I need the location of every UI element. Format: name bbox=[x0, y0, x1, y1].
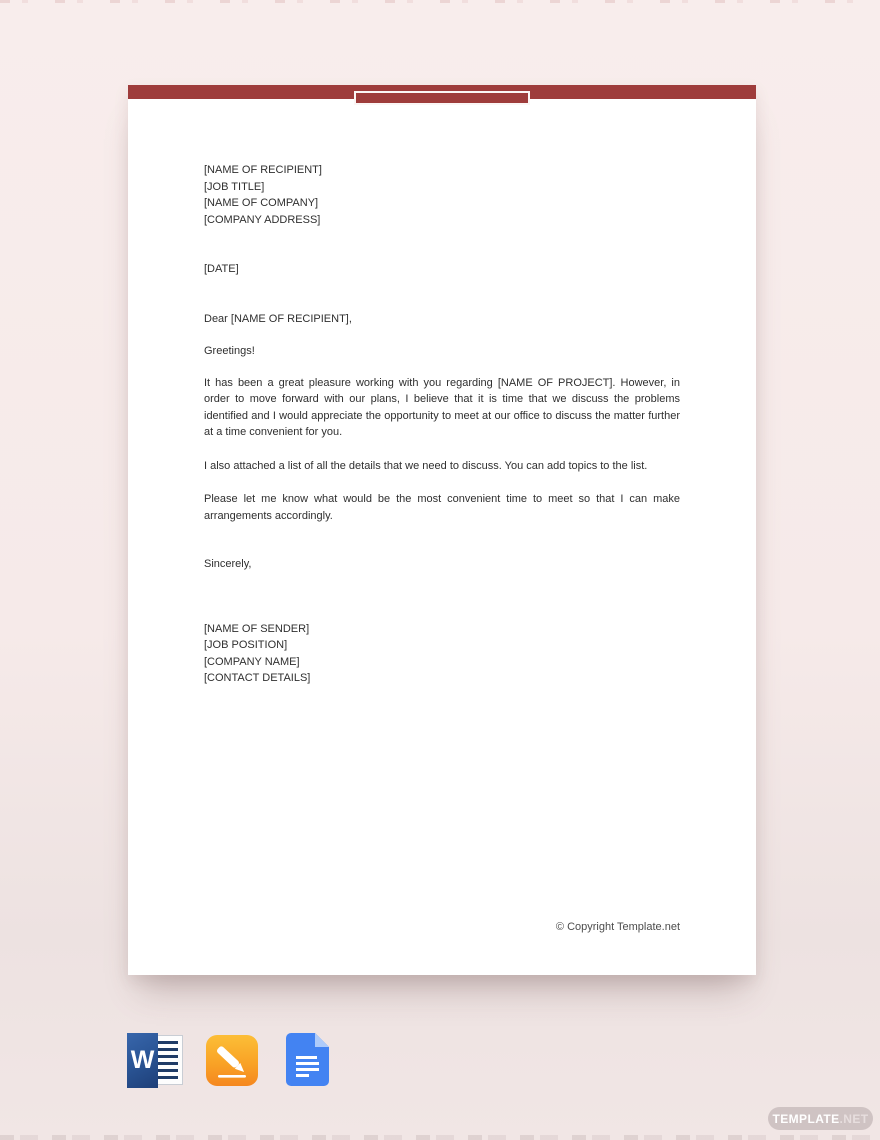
recipient-block bbox=[204, 162, 680, 228]
templatenet-watermark-badge bbox=[768, 1107, 873, 1130]
recipient-name: [NAME OF RECIPIENT] bbox=[204, 164, 322, 176]
pages-pen-glyph bbox=[206, 1035, 258, 1086]
sender-contact-details: [CONTACT DETAILS] bbox=[204, 672, 311, 684]
watermark-secondary-text: .NET bbox=[839, 1111, 869, 1126]
recipient-company-address: [COMPANY ADDRESS] bbox=[204, 213, 321, 226]
sender-job-position: [JOB POSITION] bbox=[204, 639, 288, 651]
letter-date: [DATE] bbox=[204, 263, 239, 275]
sender-name: [NAME OF SENDER] bbox=[204, 622, 310, 635]
greeting-line: Greetings! bbox=[204, 345, 255, 357]
closing-line: Sincerely, bbox=[204, 558, 252, 570]
letter-body bbox=[128, 85, 756, 975]
sender-company: [COMPANY NAME] bbox=[204, 655, 300, 668]
cropped-watermark-row-bottom bbox=[0, 1135, 880, 1140]
word-letter-panel: W bbox=[127, 1033, 158, 1088]
apple-pages-icon[interactable] bbox=[206, 1035, 258, 1086]
google-docs-icon[interactable] bbox=[286, 1033, 329, 1086]
paragraph-attachment-note: I also attached a list of all the details that we need to discuss. You can add topics to the list. bbox=[204, 459, 648, 472]
paragraph-schedule-request: Please let me know what would be the most convenient time to meet so that I can make arrangements accordingly. bbox=[204, 493, 680, 522]
watermark-primary-text: TEMPLATE bbox=[772, 1111, 840, 1126]
recipient-job-title: [JOB TITLE] bbox=[204, 180, 265, 193]
salutation: Dear [NAME OF RECIPIENT], bbox=[204, 312, 352, 325]
letter-page bbox=[128, 85, 756, 975]
paragraph-project-discussion: It has been a great pleasure working with you regarding [NAME OF PROJECT]. However, in order to move forward with our plans, I believe that it is time that we discuss the problems identified and I would appreciate the opportunity to meet at our office to discuss the matter further at a time convenient for you. bbox=[204, 376, 680, 438]
gdocs-document-glyph bbox=[286, 1033, 329, 1086]
copyright-notice: © Copyright Template.net bbox=[555, 921, 680, 933]
microsoft-word-icon[interactable] bbox=[127, 1033, 185, 1088]
sender-block bbox=[204, 621, 680, 687]
cropped-watermark-row-top bbox=[0, 0, 880, 3]
recipient-company: [NAME OF COMPANY] bbox=[204, 197, 319, 209]
